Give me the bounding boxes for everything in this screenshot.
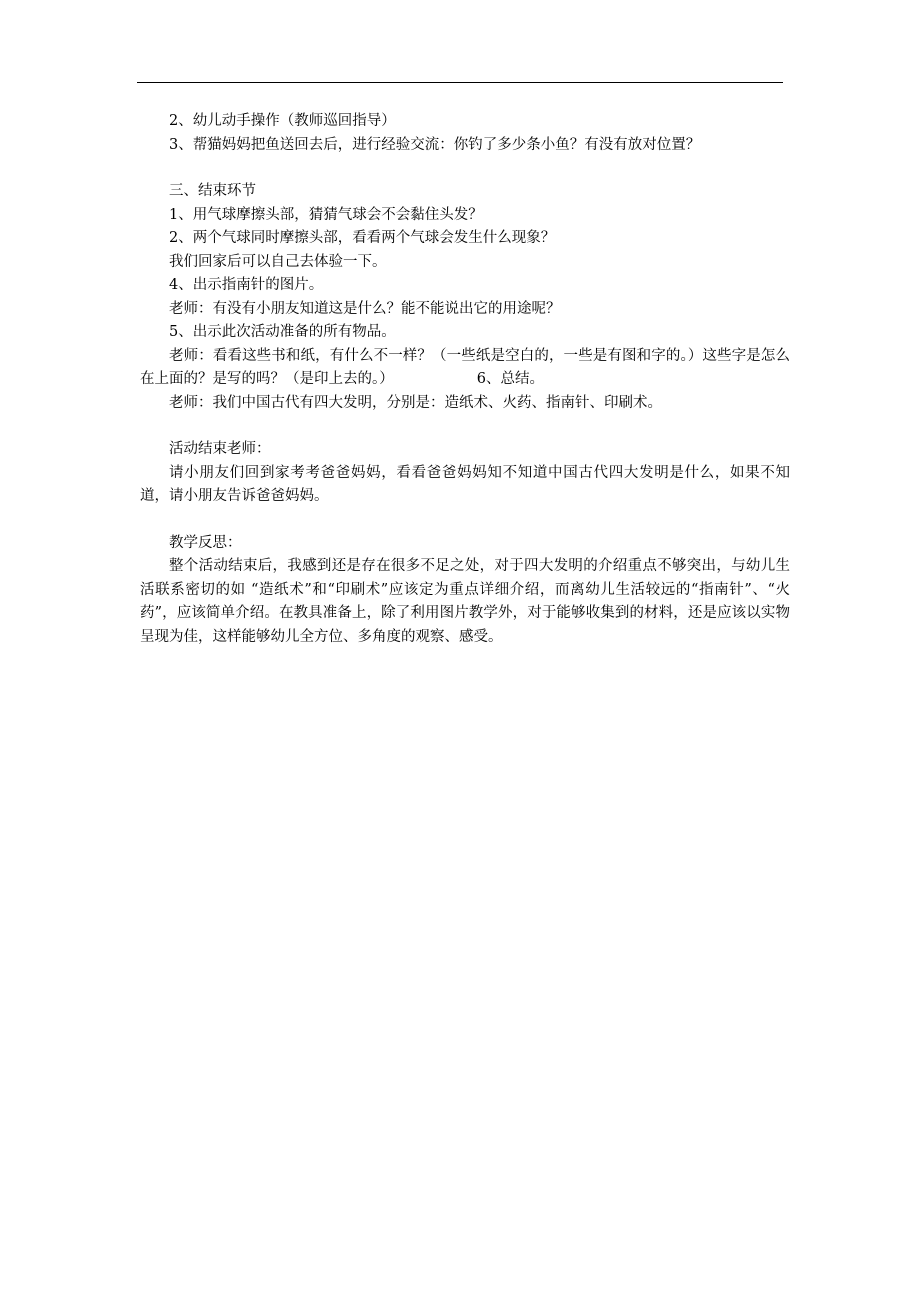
document-body: [140, 110, 790, 649]
paragraph-gap: [140, 509, 790, 532]
reflection-heading: 教学反思：: [169, 534, 242, 551]
ending-step-1: 1、用气球摩擦头部，猜猜气球会不会黏住头发？: [169, 206, 483, 223]
paragraph-gap: [140, 157, 790, 180]
ending-step-4: 4、出示指南针的图片。: [169, 277, 324, 293]
header-rule: [137, 82, 783, 83]
reflection-paragraph: 整个活动结束后，我感到还是存在很多不足之处，对于四大发明的介绍重点不够突出，与幼儿生活联系密切的如 “造纸术”和“印刷术”应该定为重点详细介绍，而离幼儿生活较远的“指南针”、“火药”，应该简单介绍。在教具准备上，除了利用图片教学外，对于能够收集到的材料，还是应该以实物呈现为佳，这样能够幼儿全方位、多角度的观察、感受。: [140, 558, 790, 645]
step-2-hands-on: 2、幼儿动手操作（教师巡回指导）: [169, 113, 396, 129]
teacher-question-books: 老师：看看这些书和纸，有什么不一样？（一些纸是空白的，一些是有图和字的。）这些字是怎么在上面的？是写的吗？（是印上去的。） 6、总结。: [140, 347, 790, 387]
step-3-experience-exchange: 3、帮猫妈妈把鱼送回去后，进行经验交流：你钓了多少条小鱼？有没有放对位置？: [169, 136, 701, 153]
paragraph-gap: [140, 415, 790, 438]
section-heading-ending: 三、结束环节: [169, 183, 256, 199]
teacher-summary: 老师：我们中国古代有四大发明，分别是：造纸术、火药、指南针、印刷术。: [169, 394, 662, 411]
ending-step-2: 2、两个气球同时摩擦头部，看看两个气球会发生什么现象？: [169, 230, 556, 246]
ending-note: 我们回家后可以自己去体验一下。: [169, 253, 387, 270]
activity-end-paragraph: 请小朋友们回到家考考爸爸妈妈，看看爸爸妈妈知不知道中国古代四大发明是什么，如果不知道，请小朋友告诉爸爸妈妈。: [140, 464, 790, 504]
activity-end-heading: 活动结束老师：: [169, 441, 271, 457]
ending-step-5: 5、出示此次活动准备的所有物品。: [169, 324, 396, 340]
teacher-question-compass: 老师：有没有小朋友知道这是什么？能不能说出它的用途呢？: [169, 300, 561, 317]
